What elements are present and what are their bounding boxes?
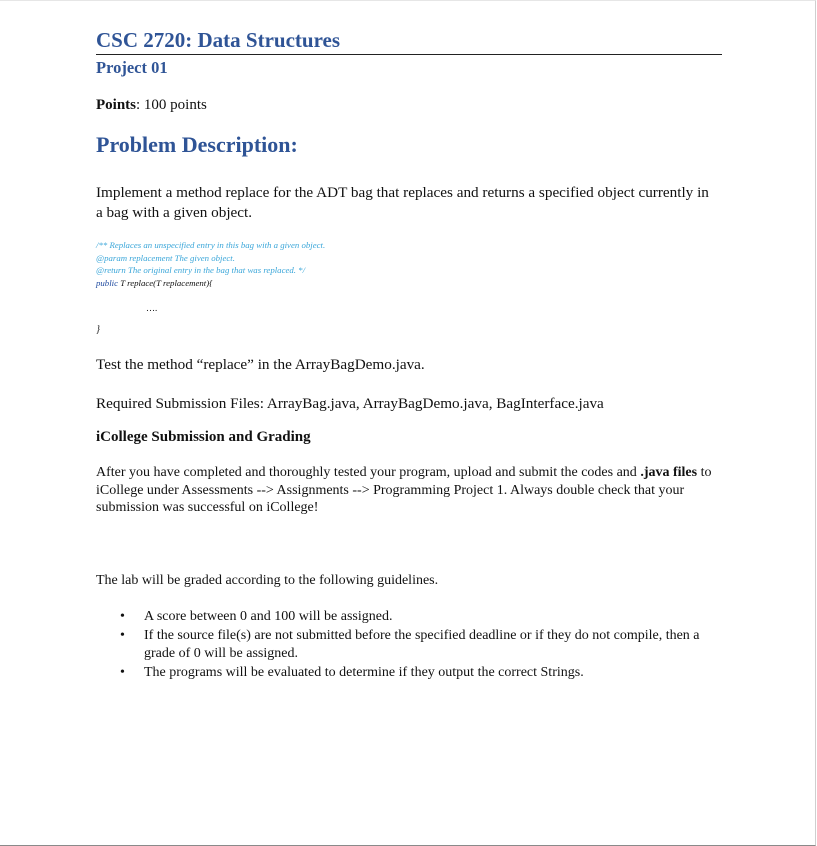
points-label: Points: [96, 97, 137, 113]
submission-text-before: After you have completed and thoroughly tested your program, upload and submit the codes and: [96, 465, 641, 480]
bullet-icon: •: [120, 628, 125, 643]
points-line: [96, 97, 207, 114]
points-value: : 100 points: [136, 97, 207, 113]
grading-list-item: [96, 608, 721, 626]
code-keyword: public: [96, 277, 118, 288]
submission-text: [96, 464, 718, 517]
grading-list-item: [96, 627, 721, 663]
grading-list-item: [96, 664, 721, 682]
submission-text-after: to iCollege under Assessments --> Assignments --> Programming Project 1. Always double check that your submission was successful on iCollege!: [96, 465, 712, 515]
problem-description: Implement a method replace for the ADT bag that replaces and returns a specified object currently in a bag with a given object.: [96, 184, 709, 221]
grading-intro: The lab will be graded according to the following guidelines.: [96, 573, 439, 588]
grading-item-text: If the source file(s) are not submitted before the specified deadline or if they do not compile, then a grade of 0 will be assigned.: [144, 628, 700, 661]
grading-list: [96, 608, 721, 683]
bullet-icon: •: [120, 609, 125, 624]
bullet-icon: •: [120, 665, 125, 680]
title-divider: [96, 54, 722, 55]
submission-heading: iCollege Submission and Grading: [96, 429, 311, 445]
code-block: [96, 239, 325, 289]
code-comment-line-1: /** Replaces an unspecified entry in this bag with a given object.: [96, 240, 326, 250]
grading-item-text: A score between 0 and 100 will be assigned.: [144, 609, 393, 624]
code-signature: T replace(T replacement){: [118, 277, 213, 288]
code-signature-line: [96, 277, 325, 290]
submission-text-bold: .java files: [640, 465, 698, 480]
project-subtitle: Project 01: [96, 58, 168, 77]
code-ellipsis: ….: [146, 303, 158, 313]
code-closing-brace: }: [96, 324, 100, 335]
course-title: CSC 2720: Data Structures: [96, 28, 341, 52]
required-files: Required Submission Files: ArrayBag.java, ArrayBagDemo.java, BagInterface.java: [96, 395, 604, 412]
test-instruction: Test the method “replace” in the ArrayBagDemo.java.: [96, 356, 425, 373]
problem-heading: Problem Description:: [96, 132, 298, 157]
code-comment-line-2: @param replacement The given object.: [96, 252, 235, 263]
grading-item-text: The programs will be evaluated to determine if they output the correct Strings.: [144, 665, 584, 680]
code-comment-line-3: @return The original entry in the bag that was replaced. */: [96, 265, 306, 275]
